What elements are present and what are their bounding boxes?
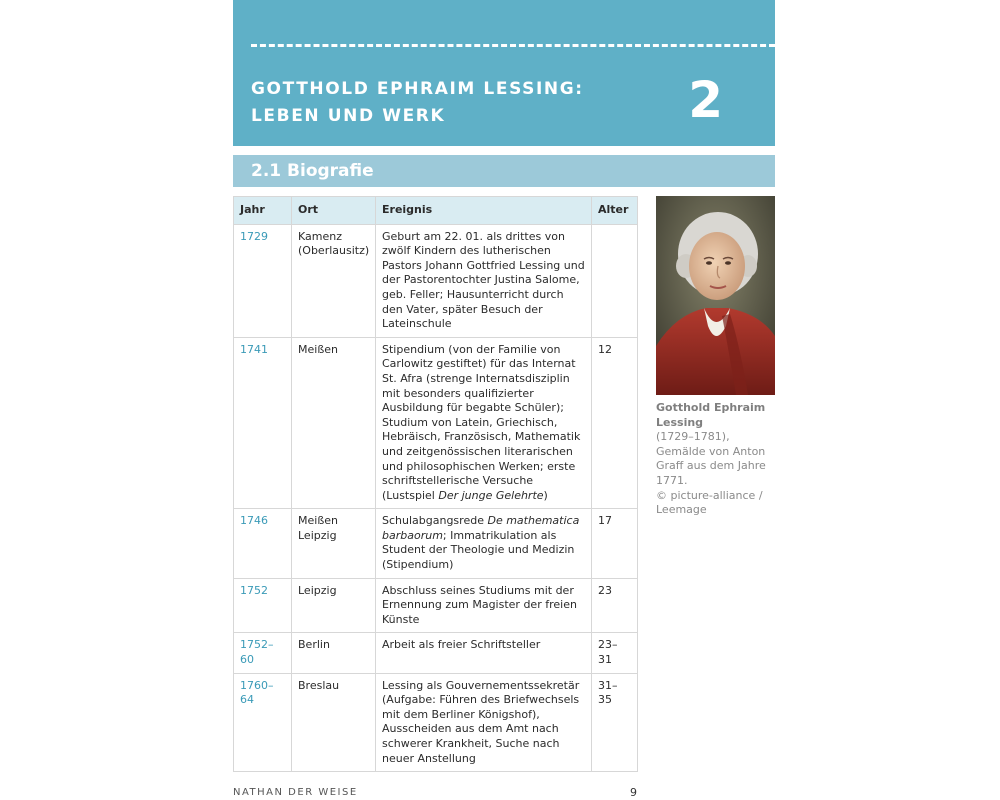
table-row <box>234 673 638 772</box>
row-age: 23–31 <box>592 633 638 673</box>
event-title-italic: Der junge Gelehrte <box>438 488 544 502</box>
row-age: 23 <box>592 578 638 633</box>
portrait-painting-icon <box>656 196 775 395</box>
row-year: 1729 <box>234 224 292 337</box>
row-place: Berlin <box>292 633 376 673</box>
column-header-year: Jahr <box>234 197 292 225</box>
row-age: 17 <box>592 509 638 578</box>
biography-table <box>233 196 638 772</box>
section-title: 2.1 Biografie <box>251 161 374 181</box>
chapter-title <box>251 76 584 130</box>
caption-credit: © picture-alliance / Leemage <box>656 488 763 517</box>
table-row <box>234 633 638 673</box>
row-age <box>592 224 638 337</box>
dashed-divider <box>251 44 775 47</box>
footer-page-number: 9 <box>630 786 637 799</box>
row-event: Lessing als Gouvernementssekretär (Aufgabe: Führen des Briefwechsels mit dem Berliner Königshof), Ausscheiden aus dem Amt nach schwerer Krankheit, Suche nach neuer Anstellung <box>376 673 592 772</box>
row-event <box>376 509 592 578</box>
row-year: 1752–60 <box>234 633 292 673</box>
row-place: Meißen <box>292 337 376 509</box>
row-place: Leipzig <box>292 578 376 633</box>
column-header-place: Ort <box>292 197 376 225</box>
portrait-image <box>656 196 775 395</box>
row-year: 1760–64 <box>234 673 292 772</box>
portrait-caption <box>656 401 780 518</box>
table-row <box>234 337 638 509</box>
chapter-title-line-1: GOTTHOLD EPHRAIM LESSING: <box>251 79 584 99</box>
event-text: Schulabgangsrede <box>382 514 488 528</box>
row-place: Meißen Leipzig <box>292 509 376 578</box>
column-header-age: Alter <box>592 197 638 225</box>
row-year: 1741 <box>234 337 292 509</box>
event-text-end: ) <box>543 488 548 502</box>
row-event: Geburt am 22. 01. als drittes von zwölf Kindern des lutherischen Pastors Johann Gottfried Lessing und der Pastorentochter Justina Salome, geb. Feller; Hausunterricht durch den Vater, später Besuch der Lateinschule <box>376 224 592 337</box>
column-header-event: Ereignis <box>376 197 592 225</box>
caption-description: Gemälde von Anton Graff aus dem Jahre 1771. <box>656 444 766 487</box>
table-header-row <box>234 197 638 225</box>
event-text-end: ; Immatrikulation als Student der Theologie und Medizin (Stipendium) <box>382 528 575 572</box>
row-event <box>376 337 592 509</box>
chapter-header <box>233 0 775 146</box>
row-year: 1746 <box>234 509 292 578</box>
row-place: Breslau <box>292 673 376 772</box>
section-bar <box>233 155 775 187</box>
chapter-number: 2 <box>688 71 723 129</box>
caption-dates: (1729–1781), <box>656 430 730 444</box>
footer-book-title: NATHAN DER WEISE <box>233 787 358 798</box>
row-year: 1752 <box>234 578 292 633</box>
table-row <box>234 224 638 337</box>
row-age: 12 <box>592 337 638 509</box>
table-row <box>234 578 638 633</box>
event-title-italic: De mathematica barbaorum <box>382 514 580 542</box>
event-text: Stipendium (von der Familie von Carlowitz gestiftet) für das Internat St. Afra (strenge Internatsdisziplin mit besonders qualifizierter Ausbildung für begabte Schüler); Studium von Latein, Griechisch, Hebräisch, Französisch, Mathematik und zeitgenössischen literarischen und philosophischen Werken; erste schriftstellerische Versuche (Lustspiel <box>382 342 581 502</box>
row-event: Abschluss seines Studiums mit der Ernennung zum Magister der freien Künste <box>376 578 592 633</box>
row-place: Kamenz (Oberlausitz) <box>292 224 376 337</box>
caption-name: Gotthold Ephraim Lessing <box>656 401 766 429</box>
chapter-title-line-2: LEBEN UND WERK <box>251 106 446 126</box>
row-event: Arbeit als freier Schriftsteller <box>376 633 592 673</box>
table-row <box>234 509 638 578</box>
row-age: 31–35 <box>592 673 638 772</box>
